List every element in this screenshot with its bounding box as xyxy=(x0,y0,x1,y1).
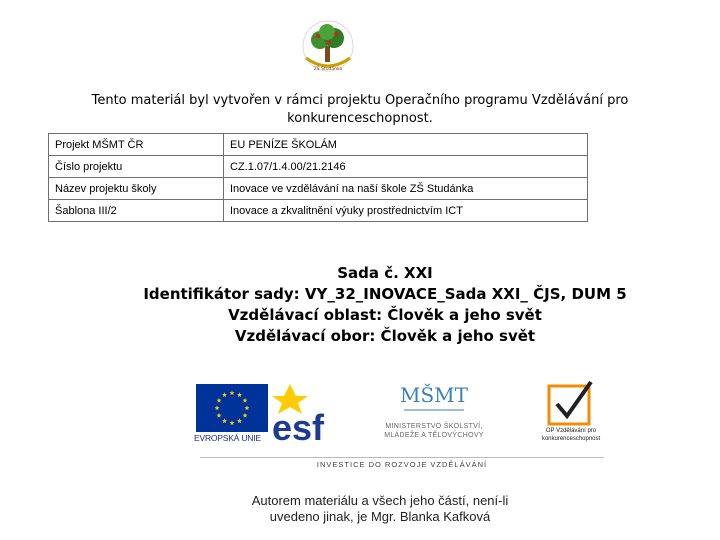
author-note: Autorem materiálu a všech jeho částí, není-li uvedeno jinak, je Mgr. Blanka Kafková xyxy=(251,493,509,524)
educational-field: Vzdělávací obor: Člověk a jeho svět xyxy=(234,327,536,345)
op-logo xyxy=(543,378,599,426)
esf-logo xyxy=(270,384,344,444)
table-row xyxy=(49,178,588,200)
eu-label: EVROPSKÁ UNIE xyxy=(194,433,261,443)
table-cell-label: Šablona III/2 xyxy=(49,200,224,222)
table-cell-label: Projekt MŠMT ČR xyxy=(49,134,224,156)
project-info-table xyxy=(48,133,588,222)
table-cell-value: Inovace ve vzdělávání na naší škole ZŠ Studánka xyxy=(224,178,588,200)
investment-text: INVESTICE DO ROZVOJE VZDĚLÁVÁNÍ xyxy=(200,457,604,469)
msmt-logo xyxy=(398,380,470,420)
set-title: Sada č. XXI xyxy=(337,264,433,282)
table-cell-label: Název projektu školy xyxy=(49,178,224,200)
table-row xyxy=(49,200,588,222)
table-cell-label: Číslo projektu xyxy=(49,156,224,178)
intro-text: Tento materiál byl vytvořen v rámci projektu Operačního programu Vzdělávání pro konkurenceschopnost. xyxy=(91,93,629,126)
table-cell-value: Inovace a zkvalitnění výuky prostřednictvím ICT xyxy=(224,200,588,222)
educational-area: Vzdělávací oblast: Člověk a jeho svět xyxy=(228,306,542,324)
heading-block xyxy=(100,263,670,347)
msmt-text: MINISTERSTVO ŠKOLSTVÍ, MLÁDEŽE A TĚLOVÝCHOVY xyxy=(384,423,484,439)
set-identifier: Identifikátor sady: VY_32_INOVACE_Sada XXI_ ČJS, DUM 5 xyxy=(143,285,627,303)
table-cell-value: EU PENÍZE ŠKOLÁM xyxy=(224,134,588,156)
op-text: OP Vzdělávání pro konkurenceschopnost xyxy=(541,428,601,442)
eu-flag-logo xyxy=(196,384,268,432)
school-logo-text: ZŠ Studánka xyxy=(313,67,343,72)
table-row xyxy=(49,134,588,156)
table-row xyxy=(49,156,588,178)
school-logo xyxy=(298,20,358,74)
esf-text: esf xyxy=(272,407,325,444)
msmt-abbr: MŠMT xyxy=(400,383,468,407)
table-cell-value: CZ.1.07/1.4.00/21.2146 xyxy=(224,156,588,178)
